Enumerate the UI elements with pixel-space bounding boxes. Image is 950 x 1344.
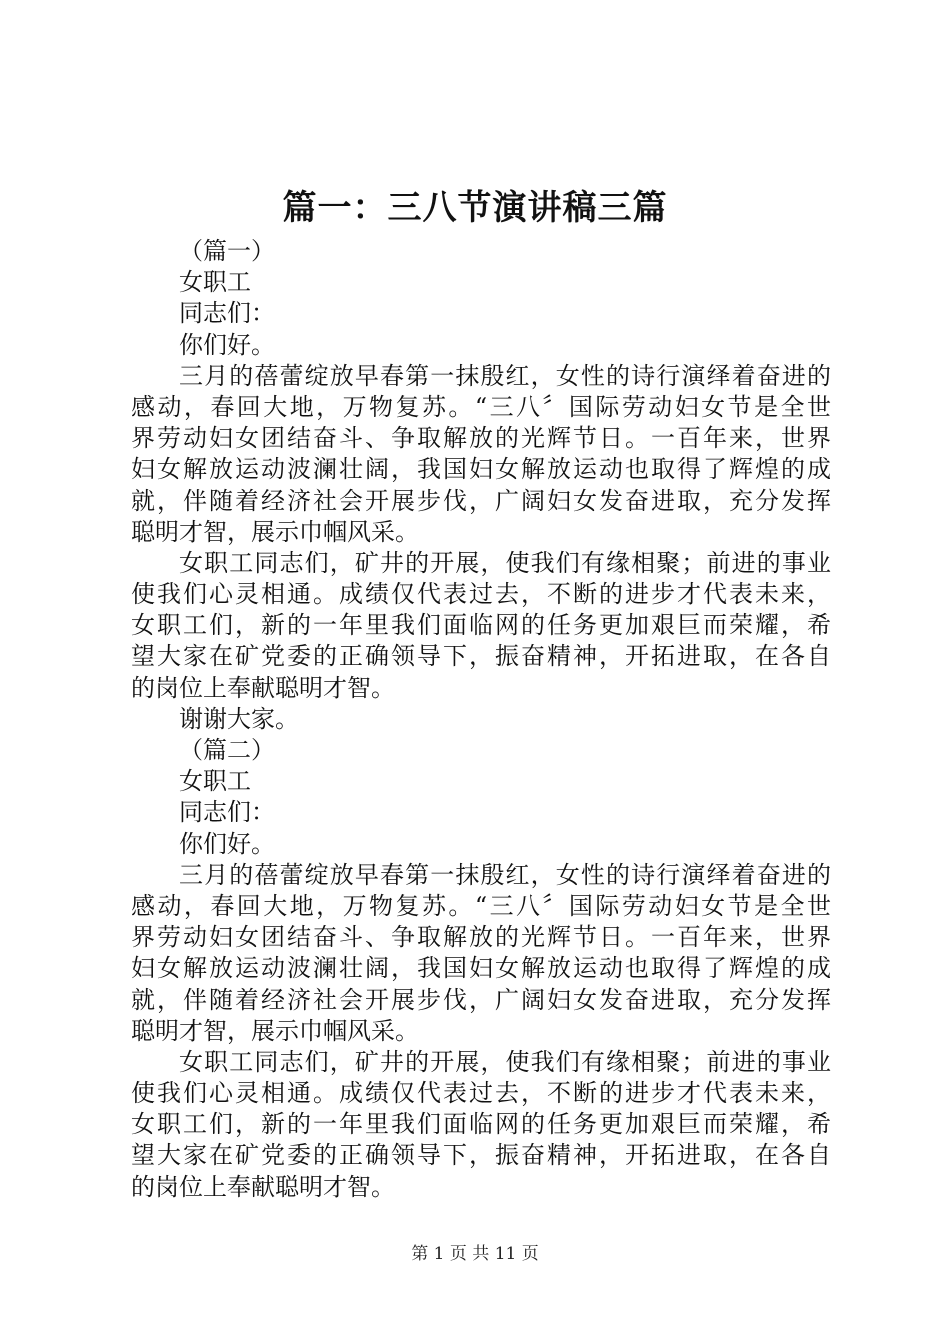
text-line: 女职工 — [179, 767, 251, 796]
text-line: 望大家在矿党委的正确领导下，振奋精神，开拓进取，在各自 — [131, 1141, 831, 1170]
text-line: 就，伴随着经济社会开展步伐，广阔妇女发奋进取，充分发挥 — [131, 486, 831, 515]
document-title: 篇一：三八节演讲稿三篇 — [282, 188, 668, 228]
text-line: 的岗位上奉献聪明才智。 — [131, 673, 395, 702]
text-line: 望大家在矿党委的正确领导下，振奋精神，开拓进取，在各自 — [131, 642, 831, 671]
text-line: 你们好。 — [179, 330, 275, 359]
text-line: 三月的蓓蕾绽放早春第一抹殷红，女性的诗行演绎着奋进的 — [179, 860, 831, 889]
text-line: 同志们： — [179, 798, 275, 827]
text-line: 妇女解放运动波澜壮阔，我国妇女解放运动也取得了辉煌的成 — [131, 954, 831, 983]
text-line: 使我们心灵相通。成绩仅代表过去，不断的进步才代表未来， — [131, 580, 831, 609]
text-line: 的岗位上奉献聪明才智。 — [131, 1172, 395, 1201]
text-line: 女职工 — [179, 268, 251, 297]
text-line: 你们好。 — [179, 829, 275, 858]
text-line: 感动，春回大地，万物复苏。“三八〞国际劳动妇女节是全世 — [131, 891, 831, 920]
text-line: 同志们： — [179, 299, 275, 328]
text-line: （篇一） — [179, 237, 275, 265]
text-line: 妇女解放运动波澜壮阔，我国妇女解放运动也取得了辉煌的成 — [131, 455, 831, 484]
text-line: 三月的蓓蕾绽放早春第一抹殷红，女性的诗行演绎着奋进的 — [179, 361, 831, 390]
text-line: 女职工们，新的一年里我们面临网的任务更加艰巨而荣耀，希 — [131, 1110, 831, 1139]
page-footer: 第 1 页 共 11 页 — [411, 1244, 539, 1264]
text-line: 聪明才智，展示巾帼风采。 — [131, 517, 419, 546]
document-body — [131, 236, 831, 1203]
text-line: 就，伴随着经济社会开展步伐，广阔妇女发奋进取，充分发挥 — [131, 985, 831, 1014]
text-line: 界劳动妇女团结奋斗、争取解放的光辉节日。一百年来，世界 — [131, 424, 831, 453]
text-line: （篇二） — [179, 736, 275, 764]
text-line: 界劳动妇女团结奋斗、争取解放的光辉节日。一百年来，世界 — [131, 923, 831, 952]
text-line: 聪明才智，展示巾帼风采。 — [131, 1016, 419, 1045]
text-line: 感动，春回大地，万物复苏。“三八〞国际劳动妇女节是全世 — [131, 392, 831, 421]
text-line: 女职工们，新的一年里我们面临网的任务更加艰巨而荣耀，希 — [131, 611, 831, 640]
text-line: 女职工同志们，矿井的开展，使我们有缘相聚；前进的事业 — [179, 1047, 831, 1076]
text-line: 女职工同志们，矿井的开展，使我们有缘相聚；前进的事业 — [179, 548, 831, 577]
text-line: 谢谢大家。 — [179, 704, 299, 733]
text-line: 使我们心灵相通。成绩仅代表过去，不断的进步才代表未来， — [131, 1079, 831, 1108]
